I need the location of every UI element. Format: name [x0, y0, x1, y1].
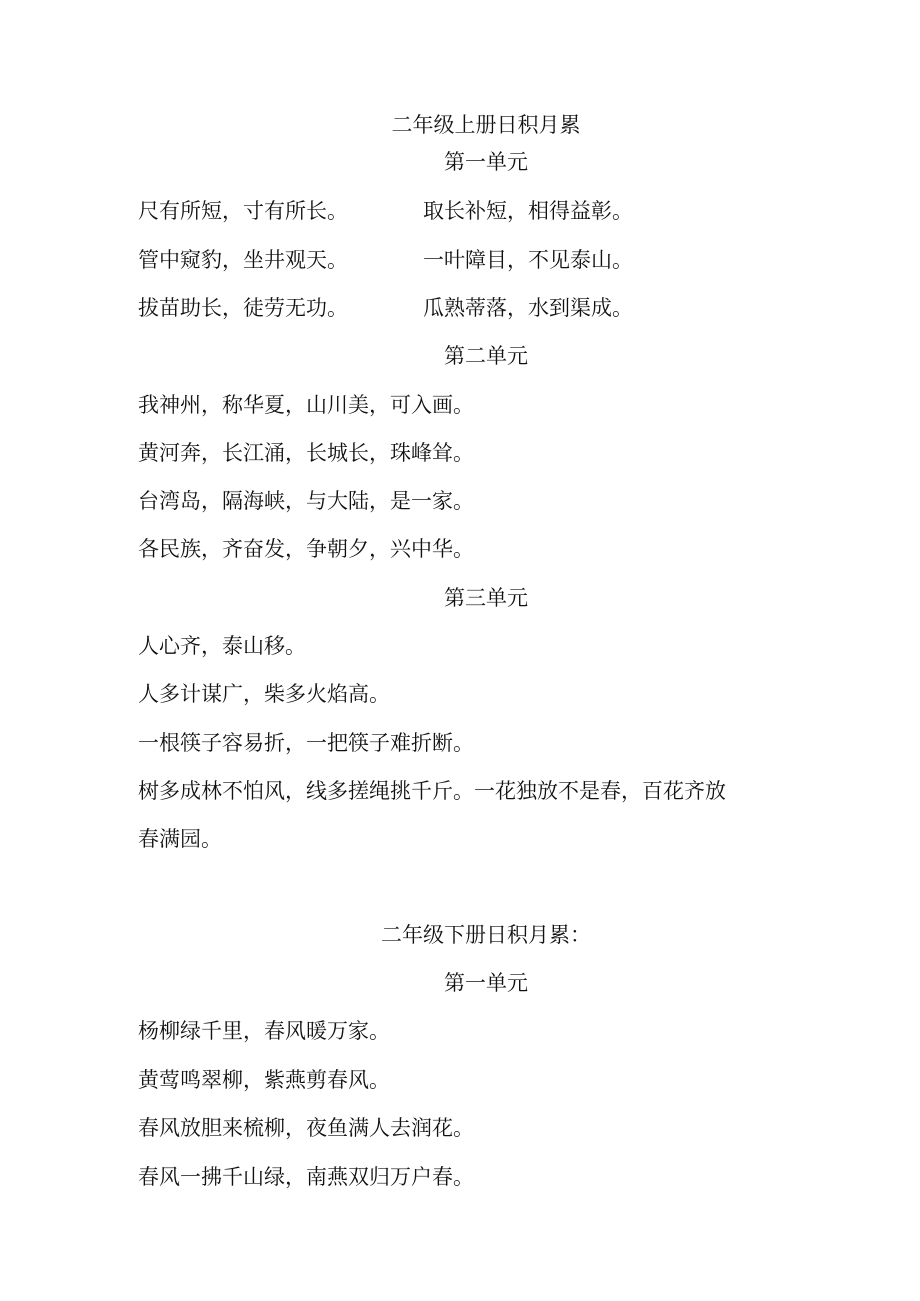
verse-line: 黄河奔，长江涌，长城长，珠峰耸。 [138, 441, 474, 465]
proverb-line: 树多成林不怕风，线多搓绳挑千斤。一花独放不是春，百花齐放 [138, 779, 726, 803]
proverb-line: 人多计谋广，柴多火焰高。 [138, 682, 390, 706]
part1-unit2-heading: 第二单元 [444, 344, 528, 368]
verse-line: 各民族，齐奋发，争朝夕，兴中华。 [138, 537, 474, 561]
idiom-line: 瓜熟蒂落，水到渠成。 [423, 296, 633, 320]
idiom-line: 一叶障目，不见泰山。 [423, 248, 633, 272]
part1-title: 二年级上册日积月累 [391, 113, 581, 137]
verse-line: 春风放胆来梳柳，夜鱼满人去润花。 [138, 1116, 474, 1140]
idiom-line: 尺有所短，寸有所长。 [138, 199, 348, 223]
verse-line: 杨柳绿千里，春风暖万家。 [138, 1019, 390, 1043]
idiom-line: 取长补短，相得益彰。 [423, 199, 633, 223]
idiom-line: 管中窥豹，坐井观天。 [138, 248, 348, 272]
part2-title: 二年级下册日积月累： [381, 923, 591, 947]
verse-line: 春风一拂千山绿，南燕双归万户春。 [138, 1165, 474, 1189]
idiom-line: 拔苗助长，徒劳无功。 [138, 296, 348, 320]
verse-line: 我神州，称华夏，山川美，可入画。 [138, 393, 474, 417]
part1-unit3-heading: 第三单元 [444, 586, 528, 610]
verse-line: 台湾岛，隔海峡，与大陆，是一家。 [138, 489, 474, 513]
part1-unit1-heading: 第一单元 [444, 150, 528, 174]
proverb-line: 春满园。 [138, 827, 222, 851]
proverb-line: 人心齐，泰山移。 [138, 634, 306, 658]
part2-unit1-heading: 第一单元 [444, 971, 528, 995]
verse-line: 黄莺鸣翠柳，紫燕剪春风。 [138, 1068, 390, 1092]
proverb-line: 一根筷子容易折，一把筷子难折断。 [138, 731, 474, 755]
